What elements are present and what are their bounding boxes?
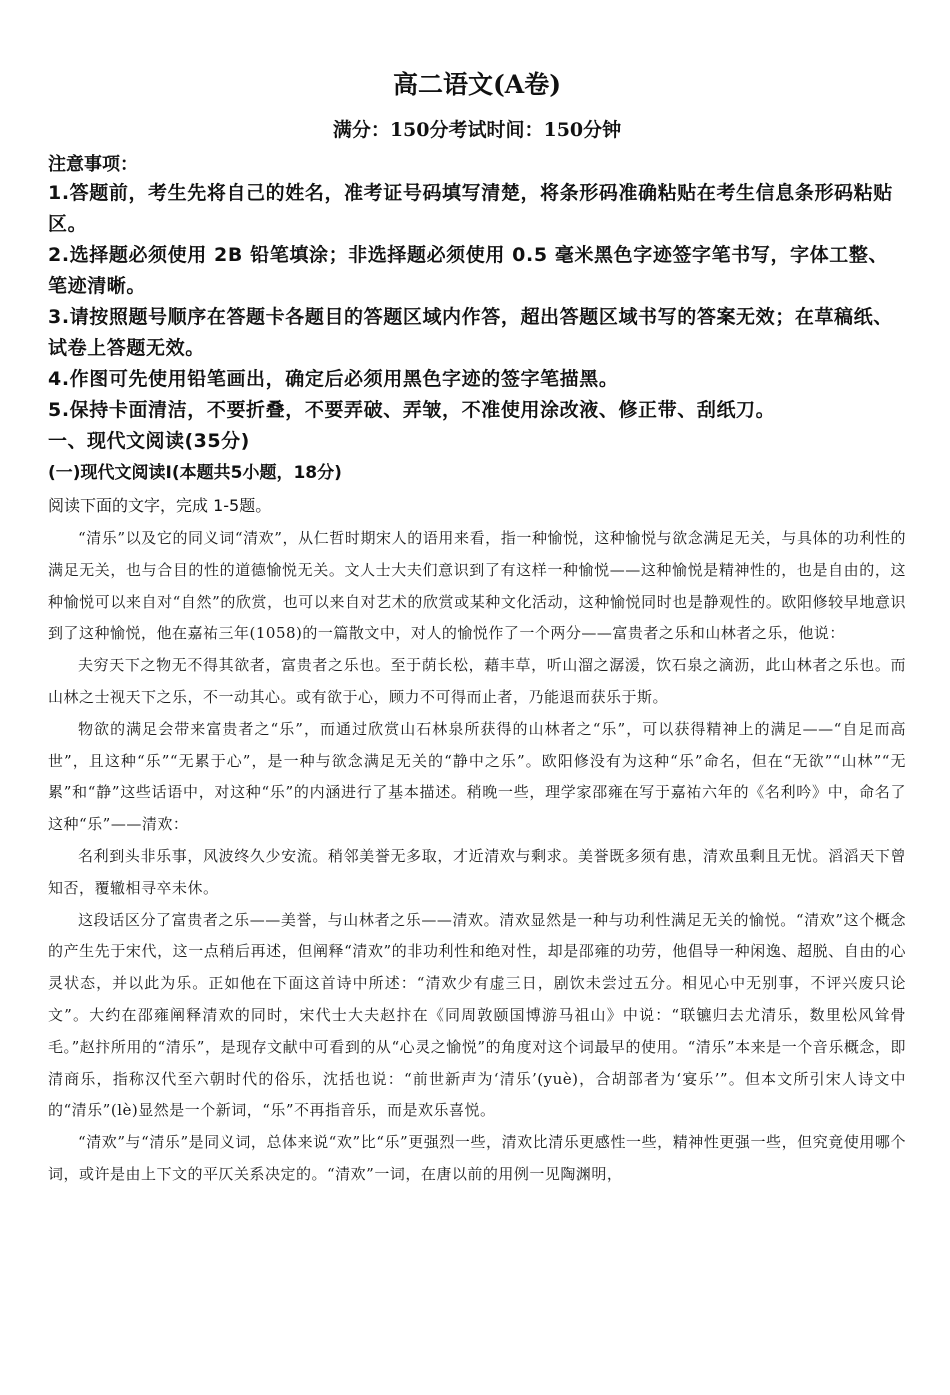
note-item-2: 2.选择题必须使用 2B 铅笔填涂；非选择题必须使用 0.5 毫米黑色字迹签字笔书写，字体工整、笔迹清晰。 [48,244,889,297]
article-paragraph: “清欢”与“清乐”是同义词，总体来说“欢”比“乐”更强烈一些，清欢比清乐更感性一些，精神性更强一些，但究竟使用哪个词，或许是由上下文的平仄关系决定的。“清欢”一词，在唐以前的用例一见陶渊明， [48,1133,906,1183]
article-paragraph: 物欲的满足会带来富贵者之“乐”，而通过欣赏山石林泉所获得的山林者之“乐”，可以获得精神上的满足——“自足而高世”，且这种“乐”“无累于心”，是一种与欲念满足无关的“静中之乐”。欧阳修没有为这种“乐”命名，但在“无欲”“山林”“无累”和“静”这些话语中，对这种“乐”的内涵进行了基本描述。稍晚一些，理学家邵雍在写于嘉祐六年的《名利吟》中，命名了这种“乐”——清欢： [48,719,906,834]
subsection-heading: (一)现代文阅读Ⅰ(本题共5小题，18分) [48,463,342,483]
article-quote: 名利到头非乐事，风波终久少安流。稍邻美誉无多取，才近清欢与剩求。美誉既多须有患，清欢虽剩且无忧。滔滔天下曾知否，覆辙相寻卒未休。 [48,846,906,897]
notes-heading: 注意事项： [48,154,138,175]
note-item-5: 5.保持卡面清洁，不要折叠，不要弄破、弄皱，不准使用涂改液、修正带、刮纸刀。 [48,399,776,421]
exam-subtitle: 满分：150分考试时间：150分钟 [332,119,622,141]
article-quote: 夫穷天下之物无不得其欲者，富贵者之乐也。至于荫长松，藉丰草，听山溜之潺湲，饮石泉之滴沥，此山林者之乐也。而山林之士视天下之乐，不一动其心。或有欲于心，顾力不可得而止者，乃能退而获乐于斯。 [48,656,906,706]
note-item-1: 1.答题前，考生先将自己的姓名，准考证号码填写清楚，将条形码准确粘贴在考生信息条形码粘贴区。 [48,182,893,235]
note-item-4: 4.作图可先使用铅笔画出，确定后必须用黑色字迹的签字笔描黑。 [48,368,619,390]
article-paragraph: “清乐”以及它的同义词“清欢”，从仁哲时期宋人的语用来看，指一种愉悦，这种愉悦与欲念满足无关，与具体的功利性的满足无关，也与合目的性的道德愉悦无关。文人士大夫们意识到了有这样一种愉悦——这种愉悦是精神性的，也是自由的，这种愉悦可以来自对“自然”的欣赏，也可以来自对艺术的欣赏或某种文化活动，这种愉悦同时也是静观性的。欧阳修较早地意识到了这种愉悦，他在嘉祐三年(1058)的一篇散文中，对人的愉悦作了一个两分——富贵者之乐和山林者之乐，他说： [48,529,906,643]
exam-title: 高二语文(A卷) [392,70,562,99]
reading-instruction: 阅读下面的文字，完成 1-5题。 [48,496,272,515]
article-paragraph: 这段话区分了富贵者之乐——美誉，与山林者之乐——清欢。清欢显然是一种与功利性满足无关的愉悦。“清欢”这个概念的产生先于宋代，这一点稍后再述，但阐释“清欢”的非功利性和绝对性，却是邵雍的功劳，他倡导一种闲逸、超脱、自由的心灵状态，并以此为乐。正如他在下面这首诗中所述：“清欢少有虚三日，剧饮未尝过五分。相见心中无别事，不评兴废只论文”。大约在邵雍阐释清欢的同时，宋代士大夫赵抃在《同周敦颐国博游马祖山》中说：“联镳归去尤清乐，数里松风耸骨毛。”赵抃所用的“清乐”，是现存文献中可看到的从“心灵之愉悦”的角度对这个词最早的使用。“清乐”本来是一个音乐概念，即清商乐，指称汉代至六朝时代的俗乐，沈括也说：“前世新声为‘清乐’(yuè)，合胡部者为‘宴乐’”。但本文所引宋人诗文中的“清乐”(lè)显然是一个新词，“乐”不再指音乐，而是欢乐喜悦。 [48,910,906,1120]
reading-article [48,523,906,1191]
section-heading: 一、现代文阅读(35分) [48,430,250,452]
note-item-3: 3.请按照题号顺序在答题卡各题目的答题区域内作答，超出答题区域书写的答案无效；在草稿纸、试卷上答题无效。 [48,306,893,359]
notes-list [48,178,906,426]
